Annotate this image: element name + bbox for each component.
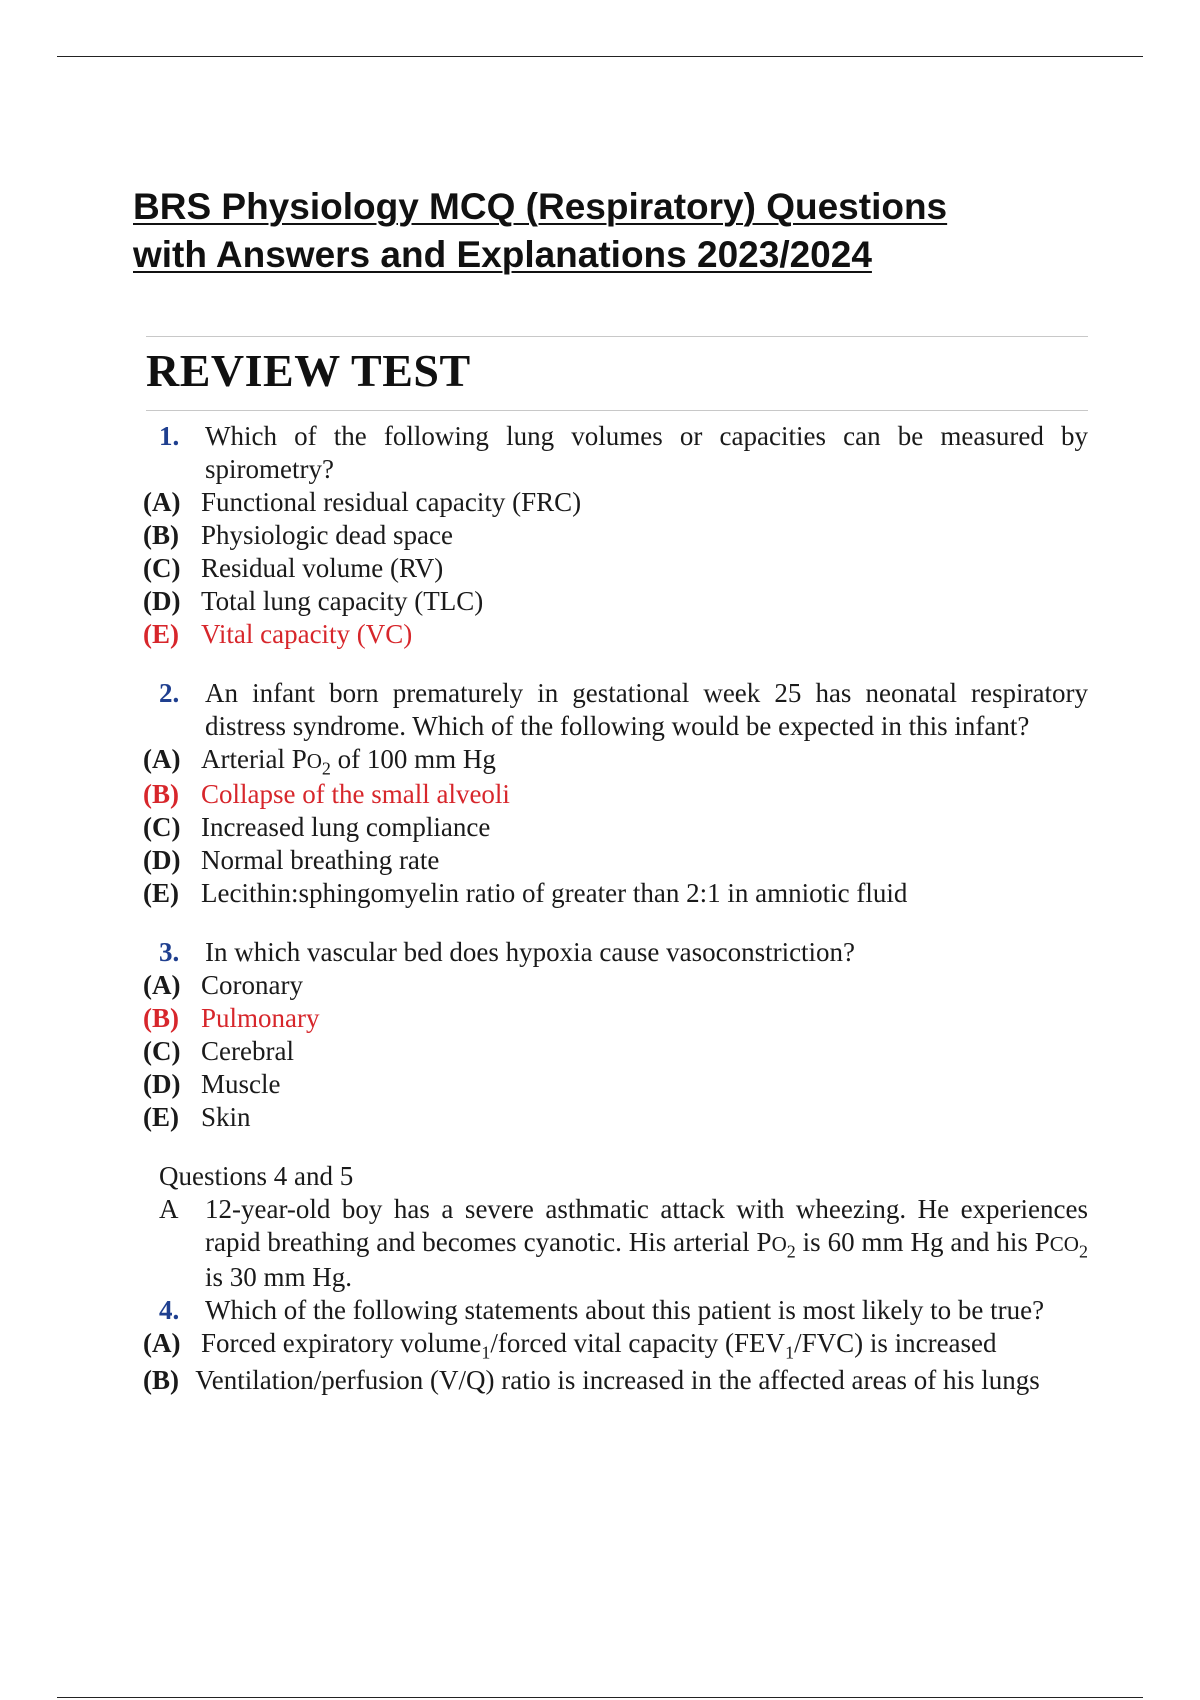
option-a: (A) Forced expiratory volume$_1$/forced vital capacity $(FEV_1/FVC)$ is increased	[143, 1328, 997, 1363]
question-2	[143, 677, 1088, 743]
question-number: 4.	[159, 1295, 180, 1325]
option-e-correct-answer: (E) Vital capacity (VC)	[143, 619, 413, 649]
option-d: (D) Normal breathing rate	[143, 845, 440, 875]
question-number: 3.	[159, 937, 180, 967]
question-text: An infant born prematurely in gestational week 25 has neonatal respiratory distress syndrome. Which of the following would be expected in this infant?	[205, 678, 1088, 741]
question-text: Which of the following statements about this patient is most likely to be true?	[205, 1295, 1045, 1325]
questions-body	[143, 420, 1088, 1397]
bottom-rule	[57, 1697, 1143, 1698]
document-title	[133, 183, 1093, 279]
option-b-correct-answer: (B) Collapse of the small alveoli	[143, 779, 510, 809]
question-4	[143, 1294, 1088, 1327]
option-a: (A) Coronary	[143, 970, 303, 1000]
question-text: In which vascular bed does hypoxia cause vasoconstriction?	[205, 937, 856, 967]
question-1	[143, 420, 1088, 486]
option-e: (E) Lecithin:sphingomyelin ratio of greater than 2:1 in amniotic fluid	[143, 878, 908, 908]
option-c: (C) Residual volume (RV)	[143, 553, 444, 583]
section-heading: REVIEW TEST	[146, 345, 471, 396]
option-b-correct-answer: (B) Pulmonary	[143, 1003, 320, 1033]
option-a: (A) Functional residual capacity (FRC)	[143, 487, 582, 517]
option-d: (D) Muscle	[143, 1069, 281, 1099]
section-rule-top	[146, 336, 1088, 337]
option-a: (A) Arterial $PO_2$ of 100 mm Hg	[143, 744, 496, 779]
option-c: (C) Cerebral	[143, 1036, 294, 1066]
title-line-2: with Answers and Explanations 2023/2024	[133, 234, 872, 275]
case-description: A 12-year-old boy has a severe asthmatic attack with wheezing. He experiences rapid breathing and becomes cyanotic. His arterial $PO_2$ is 60 mm Hg and his $PCO_2$ is 30 mm Hg.	[159, 1194, 1088, 1292]
question-3	[143, 936, 1088, 969]
option-b: (B) Physiologic dead space	[143, 520, 453, 550]
question-number: 2.	[159, 678, 180, 708]
option-b: (B) Ventilation/perfusion (V/Q) ratio is increased in the affected areas of his lungs	[143, 1365, 1040, 1395]
top-rule	[57, 56, 1143, 57]
question-text: Which of the following lung volumes or capacities can be measured by spirometry?	[205, 421, 1088, 484]
option-c: (C) Increased lung compliance	[143, 812, 491, 842]
section-rule-bottom	[146, 410, 1088, 411]
option-d: (D) Total lung capacity (TLC)	[143, 586, 484, 616]
case-label: Questions 4 and 5	[159, 1161, 354, 1191]
option-e: (E) Skin	[143, 1102, 251, 1132]
question-number: 1.	[159, 421, 180, 451]
title-line-1: BRS Physiology MCQ (Respiratory) Questions	[133, 186, 948, 227]
